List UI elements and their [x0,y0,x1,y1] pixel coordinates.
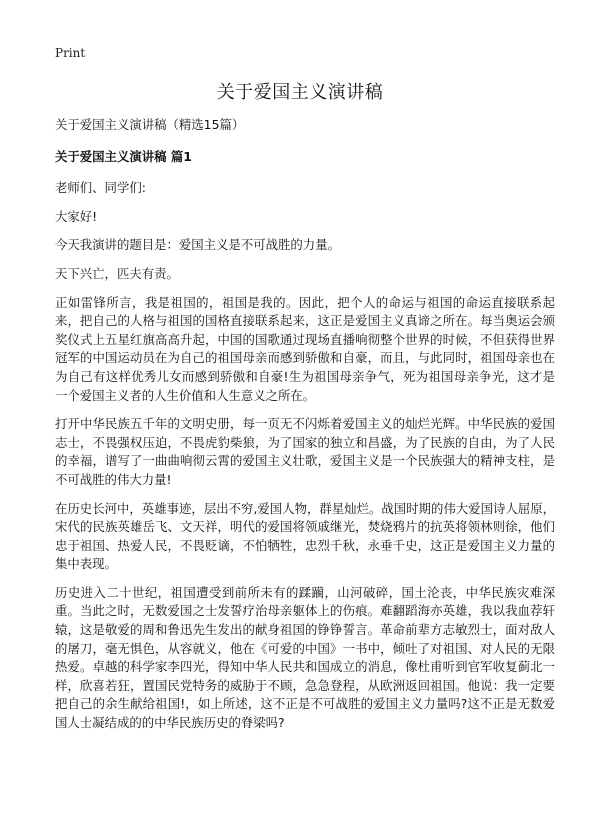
paragraph-quote: 天下兴亡，匹夫有责。 [55,265,179,281]
paragraph-body: 正如雷锋所言，我是祖国的，祖国是我的。因此，把个人的命运与祖国的命运直接联系起来，把自己的人格与祖国的国格直接联系起来，这正是爱国主义真谛之所在。每当奥运会颁奖仪式上五星红旗高高升起，中国的国歌通过现场直播响彻整个世界的时候，不但获得世界冠军的中国运动员在为自己的祖国母亲而感到骄傲和自豪，而且，与此同时，祖国母亲也在为自己有这样优秀儿女而感到骄傲和自豪!生为祖国母亲争气，死为祖国母亲争光，这才是一个爱国主义者的人生价值和人生意义之所在。 [55,294,555,403]
section-heading: 关于爱国主义演讲稿 篇1 [55,148,192,164]
paragraph-topic: 今天我演讲的题目是：爱国主义是不可战胜的力量。 [55,237,340,253]
paragraph-body: 打开中华民族五千年的文明史册，每一页无不闪烁着爱国主义的灿烂光辉。中华民族的爱国志士，不畏强权压迫，不畏虎豹柴狼，为了国家的独立和昌盛，为了民族的自由，为了人民的幸福，谱写了一曲曲响彻云霄的爱国主义壮歌，爱国主义是一个民族强大的精神支柱，是不可战胜的伟大力量! [55,416,555,487]
paragraph-body: 在历史长河中，英雄事迹，层出不穷,爱国人物，群星灿烂。战国时期的伟大爱国诗人屈原，宋代的民族英雄岳飞、文天祥，明代的爱国将领戚继光，焚烧鸦片的抗英将领林则徐，他们忠于祖国、热爱人民，不畏贬谪，不怕牺牲，忠烈千秋，永垂千史，这正是爱国主义力量的集中表现。 [55,500,555,572]
paragraph-greeting: 老师们、同学们: [55,180,146,196]
article-body [55,116,555,743]
article-subtitle: 关于爱国主义演讲稿（精选15篇） [55,117,245,132]
page-title: 关于爱国主义演讲稿 [216,82,384,103]
paragraph-hello: 大家好! [55,208,98,224]
print-link[interactable]: Print [55,46,86,60]
paragraph-body: 历史进入二十世纪，祖国遭受到前所未有的蹂躏，山河破碎，国土沦丧，中华民族灾难深重。当此之时，无数爱国之士发誓疗治母亲躯体上的伤痕。难翻蹈海亦英雄，我以我血荐轩辕，这是敬爱的周和鲁迅先生发出的献身祖国的铮铮誓言。革命前辈方志敏烈士，面对敌人的屠刀，毫无惧色，从容就义，他在《可爱的中国》一书中，倾吐了对祖国、对人民的无限热爱。卓越的科学家李四光，得知中华人民共和国成立的消息，像杜甫听到官军收复蓟北一样，欣喜若狂，置国民党特务的威胁于不顾，急急登程，从欧洲返回祖国。他说：我一定要把自己的余生献给祖国!，如上所述，这不正是不可战胜的爱国主义力量吗?这不正是无数爱国人士凝结成的的中华民族历史的脊梁吗? [55,584,555,731]
